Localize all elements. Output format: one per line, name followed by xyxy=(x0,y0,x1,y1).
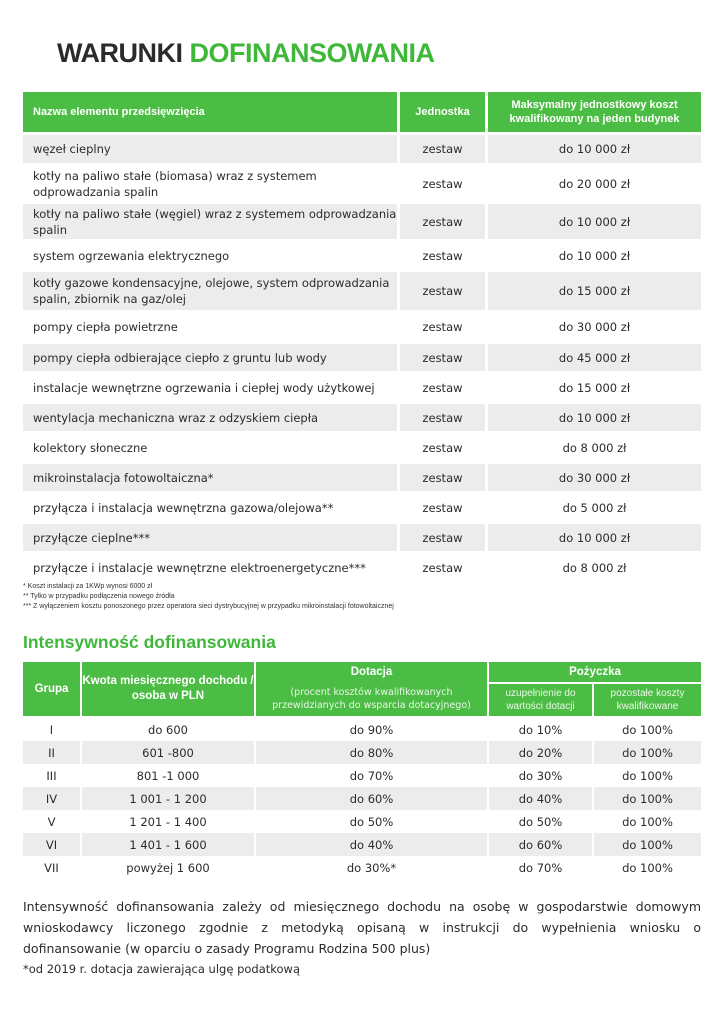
row-loan2: do 100% xyxy=(594,787,701,810)
table-row xyxy=(23,313,701,341)
row-loan1: do 30% xyxy=(489,764,594,787)
table-row xyxy=(23,554,701,581)
row-cost: do 45 000 zł xyxy=(488,344,701,371)
row-name: pompy ciepła odbierające ciepło z gruntu lub wody xyxy=(23,344,400,371)
row-loan1: do 60% xyxy=(489,833,594,856)
table-row xyxy=(23,810,701,833)
row-unit: zestaw xyxy=(400,434,488,461)
table-row xyxy=(23,272,701,310)
row-unit: zestaw xyxy=(400,494,488,521)
row-income: 1 201 - 1 400 xyxy=(82,810,256,833)
table-row xyxy=(23,741,701,764)
row-name: przyłącze cieplne*** xyxy=(23,524,400,551)
table-row xyxy=(23,464,701,491)
intensity-table xyxy=(23,662,701,879)
table-row xyxy=(23,524,701,551)
table-row xyxy=(23,242,701,269)
row-income: 801 -1 000 xyxy=(82,764,256,787)
row-loan2: do 100% xyxy=(594,856,701,879)
row-grant: do 30%* xyxy=(256,856,489,879)
row-unit: zestaw xyxy=(400,313,488,341)
table-row xyxy=(23,374,701,401)
row-cost: do 10 000 zł xyxy=(488,404,701,431)
row-cost: do 20 000 zł xyxy=(488,166,701,201)
row-unit: zestaw xyxy=(400,344,488,371)
table-row xyxy=(23,833,701,856)
row-grant: do 50% xyxy=(256,810,489,833)
table-row xyxy=(23,787,701,810)
row-cost: do 8 000 zł xyxy=(488,434,701,461)
row-name: kotły na paliwo stałe (biomasa) wraz z systemem odprowadzania spalin xyxy=(23,166,400,201)
footnote-2: ** Tylko w przypadku podłączenia nowego źródła xyxy=(23,593,175,600)
header-loan: Pożyczka xyxy=(489,662,701,684)
row-unit: zestaw xyxy=(400,242,488,269)
footnotes xyxy=(23,582,394,612)
header-grant-label: Dotacja xyxy=(350,666,393,678)
row-grant: do 60% xyxy=(256,787,489,810)
row-unit: zestaw xyxy=(400,272,488,310)
page-title-part1: WARUNKI xyxy=(57,38,190,68)
row-name: kotły na paliwo stałe (węgiel) wraz z systemem odprowadzania spalin xyxy=(23,204,400,239)
row-name: kotły gazowe kondensacyjne, olejowe, system odprowadzania spalin, zbiornik na gaz/olej xyxy=(23,272,400,310)
row-cost: do 30 000 zł xyxy=(488,313,701,341)
table-row xyxy=(23,404,701,431)
row-name: przyłącza i instalacja wewnętrzna gazowa/olejowa** xyxy=(23,494,400,521)
costs-table xyxy=(23,89,701,584)
intensity-paragraph: Intensywność dofinansowania zależy od miesięcznego dochodu na osobę w gospodarstwie domowym wnioskodawcy liczonego zgodnie z metodyką opisaną w instrukcji do wypełnienia wniosku o dofinansowanie (w oparciu o zasady Programu Rodzina 500 plus) xyxy=(23,899,701,956)
row-unit: zestaw xyxy=(400,166,488,201)
header-cost: Maksymalny jednostkowy koszt kwalifikowany na jeden budynek xyxy=(488,92,701,132)
row-name: system ogrzewania elektrycznego xyxy=(23,242,400,269)
row-name: kolektory słoneczne xyxy=(23,434,400,461)
table-row xyxy=(23,166,701,201)
row-name: pompy ciepła powietrzne xyxy=(23,313,400,341)
header-grant xyxy=(256,662,489,718)
row-group: III xyxy=(23,764,82,787)
row-cost: do 30 000 zł xyxy=(488,464,701,491)
row-cost: do 15 000 zł xyxy=(488,374,701,401)
row-cost: do 10 000 zł xyxy=(488,204,701,239)
row-cost: do 10 000 zł xyxy=(488,135,701,163)
row-grant: do 80% xyxy=(256,741,489,764)
row-name: przyłącze i instalacje wewnętrzne elektroenergetyczne*** xyxy=(23,554,400,581)
row-loan2: do 100% xyxy=(594,833,701,856)
table-row xyxy=(23,764,701,787)
row-unit: zestaw xyxy=(400,404,488,431)
row-unit: zestaw xyxy=(400,374,488,401)
row-cost: do 15 000 zł xyxy=(488,272,701,310)
row-loan1: do 20% xyxy=(489,741,594,764)
row-name: wentylacja mechaniczna wraz z odzyskiem ciepła xyxy=(23,404,400,431)
footnote-3: *** Z wyłączeniem kosztu ponoszonego przez operatora sieci dystrybucyjnej w przypadku mikroinstalacji fotowoltaicznej xyxy=(23,603,394,610)
table-row xyxy=(23,434,701,461)
row-cost: do 8 000 zł xyxy=(488,554,701,581)
row-grant: do 40% xyxy=(256,833,489,856)
page-title xyxy=(57,38,435,69)
table-row xyxy=(23,204,701,239)
header-loan-sub2: pozostałe koszty kwalifikowane xyxy=(594,684,701,718)
row-cost: do 5 000 zł xyxy=(488,494,701,521)
row-unit: zestaw xyxy=(400,135,488,163)
row-name: mikroinstalacja fotowoltaiczna* xyxy=(23,464,400,491)
row-income: 601 -800 xyxy=(82,741,256,764)
row-group: V xyxy=(23,810,82,833)
row-loan2: do 100% xyxy=(594,741,701,764)
header-income: Kwota miesięcznego dochodu / osoba w PLN xyxy=(82,662,256,718)
row-income: 1 001 - 1 200 xyxy=(82,787,256,810)
page-title-part2: DOFINANSOWANIA xyxy=(189,38,435,68)
row-loan1: do 40% xyxy=(489,787,594,810)
row-group: II xyxy=(23,741,82,764)
row-loan1: do 10% xyxy=(489,718,594,741)
row-group: IV xyxy=(23,787,82,810)
row-unit: zestaw xyxy=(400,524,488,551)
row-name: instalacje wewnętrzne ogrzewania i ciepłej wody użytkowej xyxy=(23,374,400,401)
table-row xyxy=(23,718,701,741)
row-unit: zestaw xyxy=(400,204,488,239)
footnote-1: * Koszt instalacji za 1KWp wynosi 6000 zł xyxy=(23,583,153,590)
row-cost: do 10 000 zł xyxy=(488,524,701,551)
row-unit: zestaw xyxy=(400,464,488,491)
header-unit: Jednostka xyxy=(400,92,488,132)
table-row xyxy=(23,344,701,371)
table-row xyxy=(23,135,701,163)
row-grant: do 70% xyxy=(256,764,489,787)
tax-note: *od 2019 r. dotacja zawierająca ulgę podatkową xyxy=(23,962,301,976)
row-group: I xyxy=(23,718,82,741)
row-loan2: do 100% xyxy=(594,764,701,787)
row-income: 1 401 - 1 600 xyxy=(82,833,256,856)
row-group: VII xyxy=(23,856,82,879)
row-cost: do 10 000 zł xyxy=(488,242,701,269)
header-group: Grupa xyxy=(23,662,82,718)
row-loan2: do 100% xyxy=(594,810,701,833)
table-row xyxy=(23,856,701,879)
row-loan2: do 100% xyxy=(594,718,701,741)
row-name: węzeł cieplny xyxy=(23,135,400,163)
row-loan1: do 50% xyxy=(489,810,594,833)
row-loan1: do 70% xyxy=(489,856,594,879)
row-income: do 600 xyxy=(82,718,256,741)
section-title-intensity: Intensywność dofinansowania xyxy=(23,632,276,652)
header-grant-sub: (procent kosztów kwalifikowanych przewidzianych do wsparcia dotacyjnego) xyxy=(272,687,471,711)
header-loan-sub1: uzupełnienie do wartości dotacji xyxy=(489,684,594,718)
table-row xyxy=(23,494,701,521)
header-name: Nazwa elementu przedsięwzięcia xyxy=(23,92,400,132)
row-unit: zestaw xyxy=(400,554,488,581)
row-group: VI xyxy=(23,833,82,856)
row-grant: do 90% xyxy=(256,718,489,741)
row-income: powyżej 1 600 xyxy=(82,856,256,879)
